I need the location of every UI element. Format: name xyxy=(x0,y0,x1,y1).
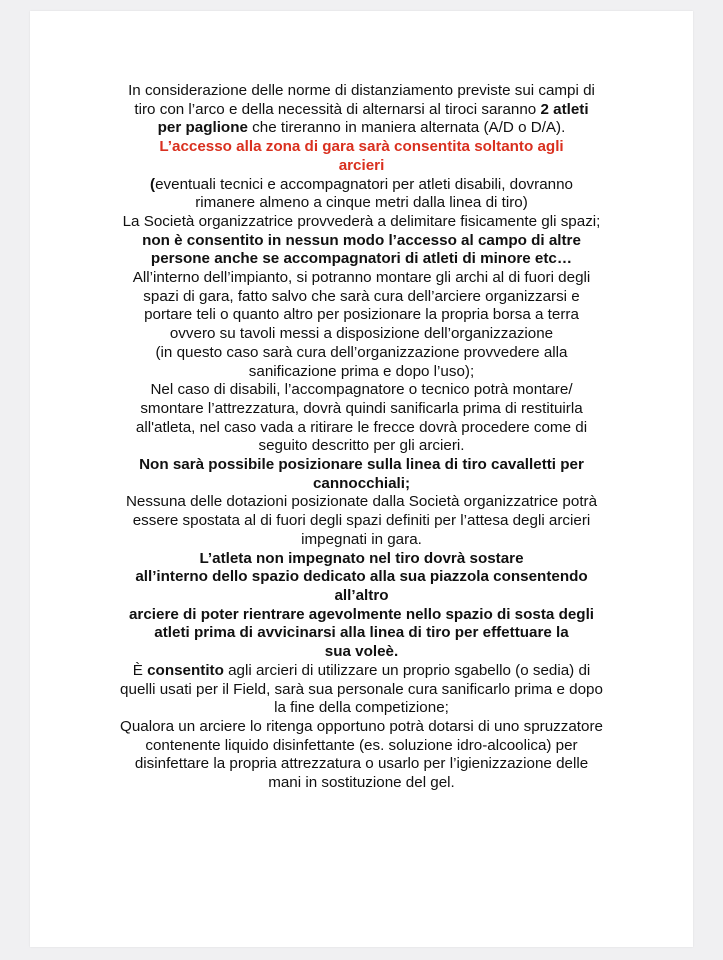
text-line xyxy=(30,176,693,195)
text-line xyxy=(30,119,693,138)
text-run: tiro con l’arco e della necessità di alternarsi al tiroci saranno xyxy=(134,100,541,118)
text-line: sanificazione prima e dopo l’uso); xyxy=(248,362,475,380)
text-line: quelli usati per il Field, sarà sua personale cura sanificarlo prima e dopo xyxy=(120,680,603,698)
text-line xyxy=(30,662,693,681)
bold-line: arciere di poter rientrare agevolmente nello spazio di sosta degli xyxy=(128,605,595,623)
bold-line: cannocchiali; xyxy=(312,474,411,492)
bold-text: 2 atleti xyxy=(540,100,589,118)
text-run: È xyxy=(132,661,148,679)
text-line: contenente liquido disinfettante (es. soluzione idro-alcoolica) per xyxy=(145,736,578,754)
text-line: ovvero su tavoli messi a disposizione dell’organizzazione xyxy=(169,325,554,343)
text-line: La Società organizzatrice provvederà a delimitare fisicamente gli spazi; xyxy=(122,212,601,230)
text-run: che tireranno in maniera alternata (A/D o D/A). xyxy=(247,119,566,137)
text-line: disinfettare la propria attrezzatura o usarlo per l’igienizzazione delle xyxy=(134,755,589,773)
text-line: Qualora un arciere lo ritenga opportuno potrà dotarsi di uno spruzzatore xyxy=(120,717,603,735)
bold-line: all’interno dello spazio dedicato alla sua piazzola consentendo xyxy=(135,568,588,586)
text-run: agli arcieri di utilizzare un proprio sgabello (o sedia) di xyxy=(223,661,591,679)
document-body xyxy=(30,82,693,793)
document-page xyxy=(30,11,693,947)
text-line: All’interno dell’impianto, si potranno montare gli archi al di fuori degli xyxy=(132,269,591,287)
text-line: la fine della competizione; xyxy=(274,699,449,717)
bold-text: consentito xyxy=(147,661,224,679)
text-line: Nel caso di disabili, l’accompagnatore o tecnico potrà montare/ xyxy=(150,381,573,399)
bold-line: persone anche se accompagnatori di atleti di minore etc… xyxy=(150,250,573,268)
text-line: smontare l’attrezzatura, dovrà quindi sanificarla prima di restituirla xyxy=(140,399,583,417)
bold-line: L’atleta non impegnato nel tiro dovrà sostare xyxy=(199,549,524,567)
bold-text: ( xyxy=(150,175,156,193)
text-line: essere spostata al di fuori degli spazi definiti per l’attesa degli arcieri xyxy=(132,512,591,530)
text-line: all'atleta, nel caso vada a ritirare le frecce dovrà procedere come di xyxy=(135,418,588,436)
text-line: rimanere almeno a cinque metri dalla linea di tiro) xyxy=(195,194,528,212)
highlighted-notice: arcieri xyxy=(338,156,385,174)
bold-text: per paglione xyxy=(157,119,248,137)
text-line: mani in sostituzione del gel. xyxy=(268,774,455,792)
text-line: In considerazione delle norme di distanziamento previste sui campi di xyxy=(128,82,595,99)
bold-line: atleti prima di avvicinarsi alla linea di tiro per effettuare la xyxy=(154,624,569,642)
text-line: (in questo caso sarà cura dell’organizzazione provvedere alla xyxy=(155,343,568,361)
bold-line: non è consentito in nessun modo l’accesso al campo di altre xyxy=(142,231,581,249)
text-line: impegnati in gara. xyxy=(301,530,422,548)
highlighted-notice: L’accesso alla zona di gara sarà consentita soltanto agli xyxy=(159,138,564,156)
text-line: seguito descritto per gli arcieri. xyxy=(258,437,465,455)
bold-line: all’altro xyxy=(334,586,389,604)
bold-line: Non sarà possibile posizionare sulla linea di tiro cavalletti per xyxy=(139,456,584,474)
bold-line: sua voleè. xyxy=(324,643,399,661)
text-run: eventuali tecnici e accompagnatori per atleti disabili, dovranno xyxy=(155,175,573,193)
text-line: spazi di gara, fatto salvo che sarà cura dell’arciere organizzarsi e xyxy=(143,287,580,305)
text-line: Nessuna delle dotazioni posizionate dalla Società organizzatrice potrà xyxy=(125,493,598,511)
text-line: portare teli o quanto altro per posizionare la propria borsa a terra xyxy=(144,306,579,324)
text-line xyxy=(30,101,693,120)
